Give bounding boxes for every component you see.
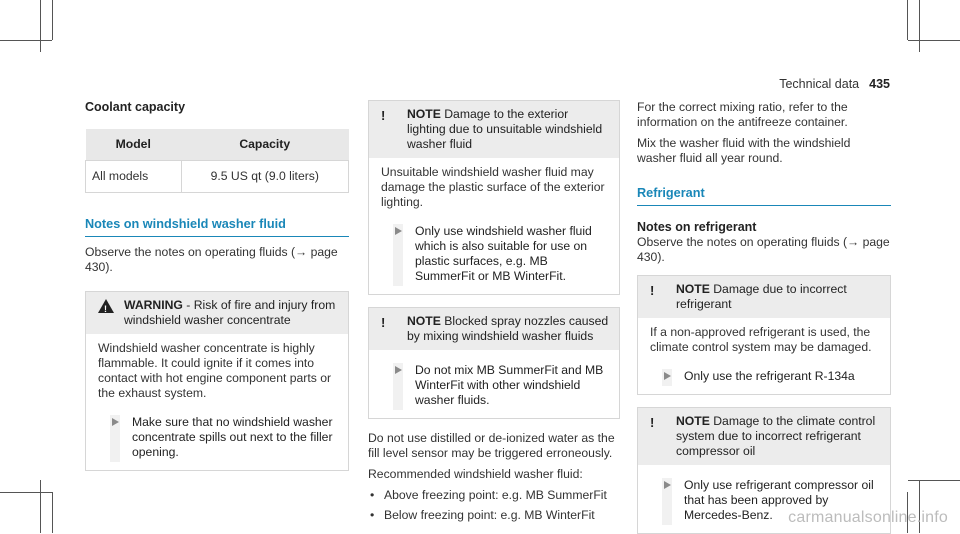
crop-mark — [40, 0, 41, 52]
washer-fluid-intro: Observe the notes on operating fluids (→ page 430). — [85, 245, 338, 274]
crop-mark — [52, 0, 53, 40]
list-item: • Below freezing point: e.g. MB WinterFit — [368, 508, 620, 523]
recommended-fluid-list — [368, 488, 620, 523]
table-header-row — [86, 129, 349, 161]
crop-mark — [40, 480, 41, 533]
note-text: Unsuitable windshield washer fluid may damage the plastic surface of the exterior lighting. — [381, 165, 605, 209]
note-title: Damage due to incorrect refrigerant — [676, 282, 847, 311]
note-title: Blocked spray nozzles caused by mixing windshield washer fluids — [407, 314, 609, 343]
column-3 — [637, 100, 891, 534]
note-label: NOTE — [676, 414, 710, 428]
table-cell-model: All models — [86, 161, 182, 193]
note-header — [638, 408, 890, 465]
warning-box — [85, 291, 349, 471]
step-arrow-icon — [664, 372, 671, 380]
note-text: If a non-approved refrigerant is used, the climate control system may be damaged. — [650, 325, 872, 354]
note-body — [638, 318, 890, 394]
note-step-text: Only use the refrigerant R-134a — [684, 369, 855, 383]
crop-mark — [0, 40, 52, 41]
note-header — [369, 308, 619, 350]
page-header — [779, 77, 890, 92]
refrigerant-subtitle: Notes on refrigerant — [637, 220, 757, 234]
table-header-model: Model — [86, 129, 182, 161]
note-step — [381, 357, 609, 410]
crop-mark — [908, 40, 960, 41]
note-box-incorrect-refrigerant — [637, 275, 891, 395]
note-step-text: Do not mix MB SummerFit and MB WinterFit with other windshield washer fluids. — [415, 363, 604, 407]
distilled-water-text: Do not use distilled or de-ionized water as the fill level sensor may be triggered erroneously. — [368, 431, 615, 460]
warning-step-text: Make sure that no windshield washer concentrate spills out next to the filler opening. — [132, 415, 333, 459]
watermark: carmanualsonline.info — [788, 509, 948, 526]
note-title: Damage to the climate control system due to incorrect refrigerant compressor oil — [676, 414, 876, 458]
column-2 — [368, 100, 620, 528]
note-label: NOTE — [407, 314, 441, 328]
note-label: NOTE — [407, 107, 441, 121]
step-arrow-icon — [664, 481, 671, 489]
warning-label: WARNING — [124, 298, 183, 312]
note-body — [369, 350, 619, 418]
table-cell-capacity: 9.5 US qt (9.0 liters) — [181, 161, 349, 193]
list-item: • Above freezing point: e.g. MB SummerFit — [368, 488, 620, 503]
note-box-exterior-lighting — [368, 100, 620, 295]
warning-text: Windshield washer concentrate is highly flammable. It could ignite if it comes into contact with hot engine component parts or the exhaust system. — [98, 341, 332, 400]
washer-fluid-section-title: Notes on windshield washer fluid — [85, 217, 349, 237]
note-step-text: Only use windshield washer fluid which is also suitable for use on plastic surfaces, e.g. MB SummerFit or MB WinterFit. — [415, 224, 592, 283]
note-step-text: Only use refrigerant compressor oil that has been approved by Mercedes-Benz. — [684, 478, 874, 522]
note-exclamation-icon: ! — [650, 415, 655, 430]
crop-mark — [52, 492, 53, 533]
step-arrow-icon — [395, 227, 402, 235]
mix-all-year-text: Mix the washer fluid with the windshield washer fluid all year round. — [637, 136, 851, 165]
section-name: Technical data — [779, 77, 860, 91]
warning-step — [98, 409, 338, 462]
step-arrow-icon — [395, 366, 402, 374]
table-row — [86, 161, 349, 193]
note-title: Damage to the exterior lighting due to unsuitable windshield washer fluid — [407, 107, 603, 151]
note-body — [369, 158, 619, 294]
warning-body — [86, 334, 348, 470]
coolant-capacity-table — [85, 129, 349, 193]
warning-title: - Risk of fire and injury from windshield washer concentrate — [124, 298, 336, 327]
note-box-spray-nozzles — [368, 307, 620, 419]
crop-mark — [907, 0, 908, 40]
crop-mark — [0, 492, 52, 493]
refrigerant-intro: Observe the notes on operating fluids (→ page 430). — [637, 235, 890, 264]
warning-triangle-icon: ! — [98, 299, 114, 313]
column-1 — [85, 100, 349, 471]
crop-mark — [919, 0, 920, 52]
note-label: NOTE — [676, 282, 710, 296]
refrigerant-section-title: Refrigerant — [637, 186, 891, 206]
recommended-fluid-text: Recommended windshield washer fluid: — [368, 467, 583, 481]
note-exclamation-icon: ! — [381, 108, 386, 123]
note-header — [369, 101, 619, 158]
warning-header — [86, 292, 348, 334]
note-step — [650, 363, 880, 386]
note-step — [381, 218, 609, 286]
note-header — [638, 276, 890, 318]
note-exclamation-icon: ! — [381, 315, 386, 330]
coolant-capacity-title: Coolant capacity — [85, 100, 186, 114]
step-arrow-icon — [112, 418, 119, 426]
note-exclamation-icon: ! — [650, 283, 655, 298]
crop-mark — [908, 480, 960, 481]
table-header-capacity: Capacity — [181, 129, 349, 161]
page-number: 435 — [869, 77, 890, 91]
mixing-ratio-text: For the correct mixing ratio, refer to the information on the antifreeze container. — [637, 100, 848, 129]
